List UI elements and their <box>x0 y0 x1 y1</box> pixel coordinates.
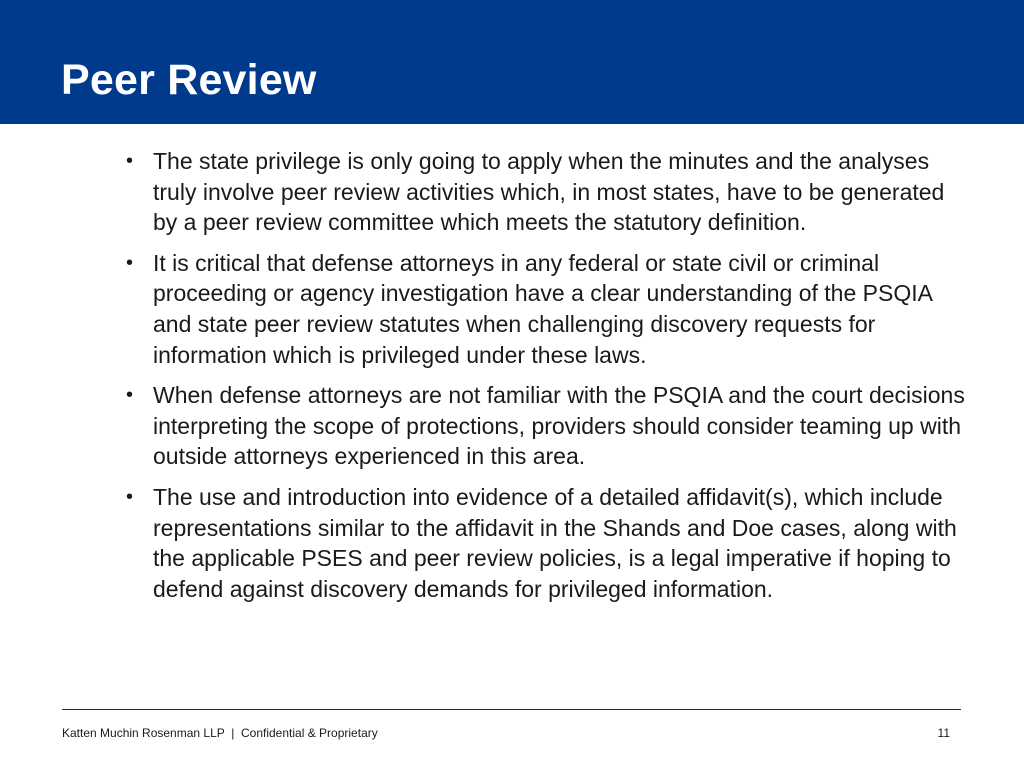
bullet-marker: • <box>126 150 134 172</box>
bullet-list <box>124 146 970 614</box>
bullet-text: The state privilege is only going to apply when the minutes and the analyses truly involve peer review activities which, in most states, have to be generated by a peer review committee which meets the statutory definition. <box>153 148 945 236</box>
bullet-marker: • <box>126 251 134 274</box>
bullet-item <box>124 146 970 238</box>
slide-title: Peer Review <box>61 56 317 104</box>
footer-firm-text: Katten Muchin Rosenman LLP | Confidential & Proprietary <box>62 726 378 740</box>
bullet-item <box>124 482 970 604</box>
bullet-text: When defense attorneys are not familiar with the PSQIA and the court decisions interpreting the scope of protections, providers should consider teaming up with outside attorneys experienced in this area. <box>153 382 965 470</box>
page-number: 11 <box>937 726 950 740</box>
bullet-marker: • <box>126 384 134 407</box>
footer-divider <box>62 709 961 710</box>
bullet-item <box>124 248 970 370</box>
bullet-marker: • <box>126 485 134 508</box>
bullet-text: It is critical that defense attorneys in any federal or state civil or criminal proceeding or agency investigation have a clear understanding of the PSQIA and state peer review statutes when challenging discovery requests for information which is privileged under these laws. <box>153 249 932 368</box>
title-bar <box>0 0 1024 124</box>
bullet-item <box>124 380 970 472</box>
bullet-text: The use and introduction into evidence of a detailed affidavit(s), which include representations similar to the affidavit in the Shands and Doe cases, along with the applicable PSES and peer review policies, is a legal imperative if hoping to defend against discovery demands for privileged information. <box>153 483 957 602</box>
